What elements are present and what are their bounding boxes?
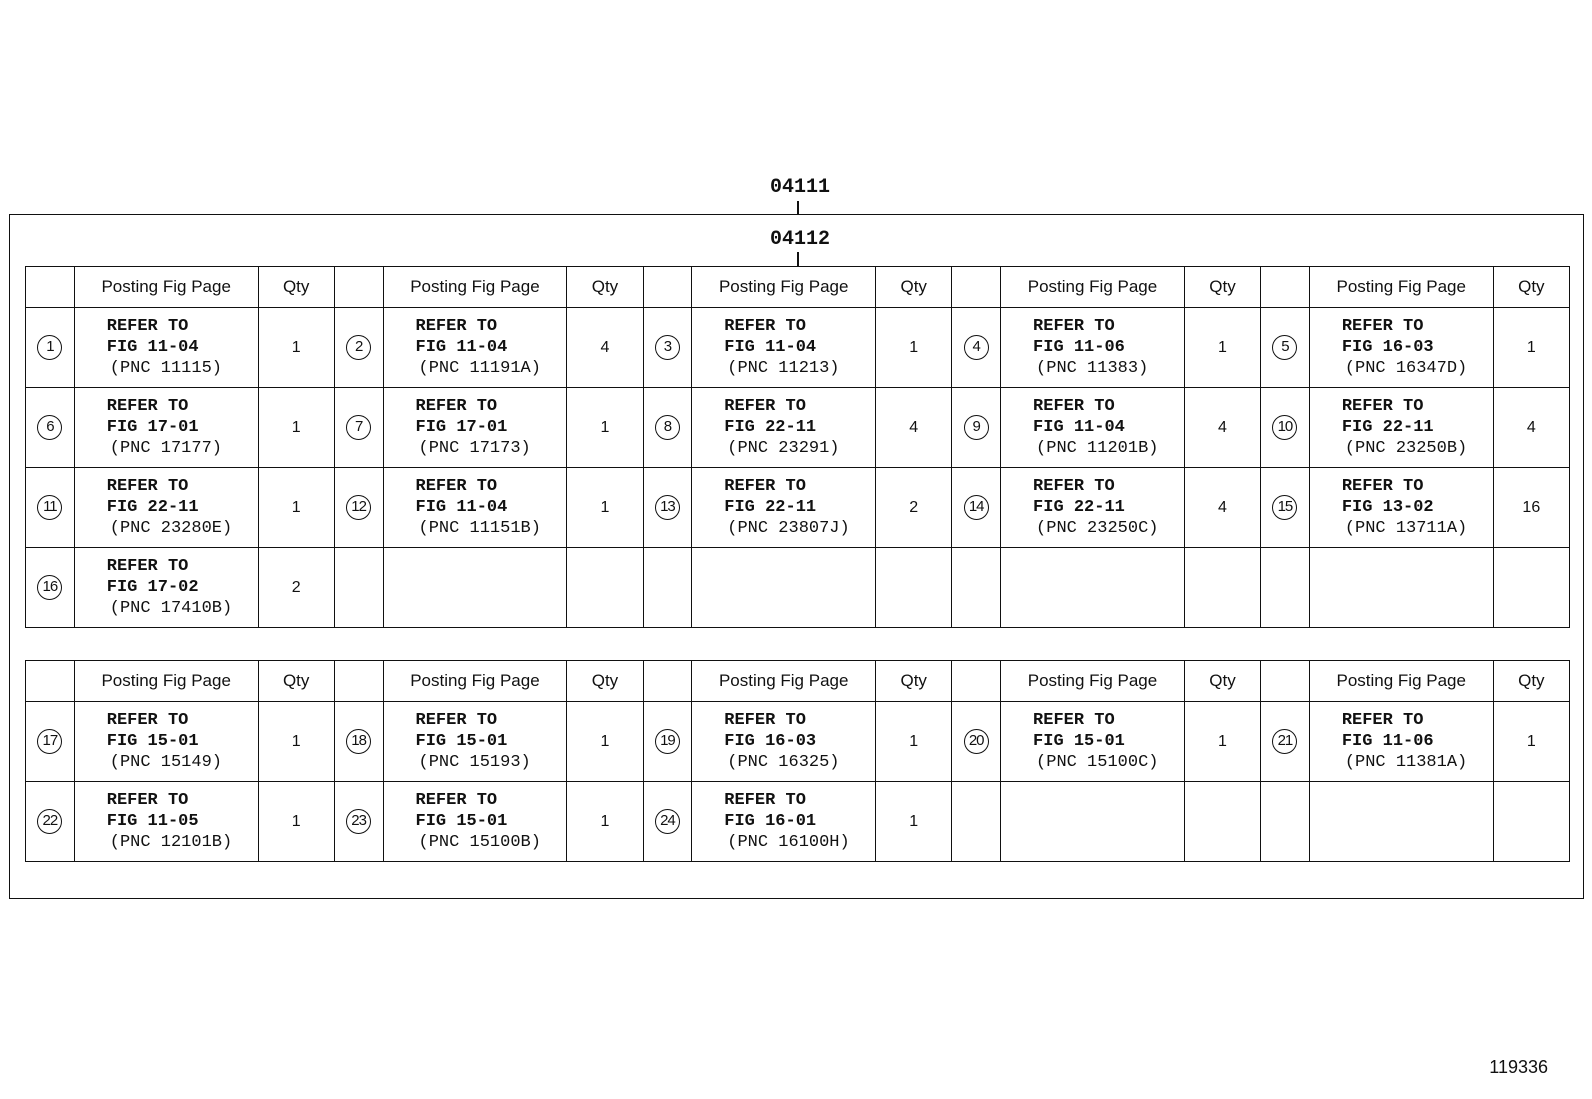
pnc-code: (PNC 23250C) — [1036, 519, 1159, 538]
reference-cell — [74, 388, 258, 468]
callout-number: 16 — [37, 575, 62, 600]
reference-cell — [1309, 782, 1493, 862]
item-number-cell — [643, 308, 692, 388]
header-fig-page: Posting Fig Page — [74, 267, 258, 308]
reference-cell — [74, 468, 258, 548]
reference-cell — [383, 388, 567, 468]
callout-number: 3 — [655, 335, 680, 360]
assembly-label: 04111 — [769, 176, 830, 199]
quantity-cell — [1493, 782, 1569, 862]
pnc-code: (PNC 17173) — [418, 439, 531, 458]
quantity-cell — [1493, 548, 1569, 628]
item-number-cell — [334, 388, 383, 468]
header-fig-page: Posting Fig Page — [692, 267, 876, 308]
refer-to-text: REFER TO — [1341, 477, 1424, 496]
reference-cell — [692, 388, 876, 468]
figure-reference: FIG 22-11 — [106, 498, 199, 517]
quantity-cell: 1 — [258, 308, 334, 388]
figure-reference: FIG 11-04 — [1033, 418, 1125, 437]
reference-cell — [1309, 702, 1493, 782]
header-qty: Qty — [1184, 661, 1260, 702]
figure-reference: FIG 15-01 — [106, 732, 199, 751]
quantity-cell: 1 — [876, 308, 952, 388]
item-number-cell — [643, 702, 692, 782]
pnc-code: (PNC 11191A) — [418, 359, 541, 378]
quantity-cell: 1 — [567, 468, 643, 548]
pnc-code: (PNC 15193) — [418, 753, 531, 772]
callout-number: 10 — [1272, 415, 1297, 440]
reference-cell — [383, 468, 567, 548]
quantity-cell: 1 — [1493, 308, 1569, 388]
refer-to-text: REFER TO — [106, 557, 189, 576]
reference-cell — [692, 782, 876, 862]
callout-number: 21 — [1272, 729, 1297, 754]
callout-number: 9 — [964, 415, 989, 440]
reference-cell — [1001, 308, 1185, 388]
pnc-code: (PNC 23280E) — [109, 519, 233, 538]
header-number-cell — [643, 661, 692, 702]
figure-id: 119336 — [1489, 1057, 1548, 1077]
callout-number: 13 — [655, 495, 680, 520]
pnc-code: (PNC 23807J) — [727, 519, 850, 538]
figure-reference: FIG 22-11 — [724, 498, 817, 517]
refer-to-text: REFER TO — [1033, 317, 1115, 336]
pnc-code: (PNC 15100B) — [418, 833, 541, 852]
reference-cell — [1001, 782, 1185, 862]
header-number-cell — [952, 267, 1001, 308]
header-number-cell — [334, 267, 383, 308]
item-number-cell — [26, 548, 75, 628]
quantity-cell — [876, 548, 952, 628]
pnc-code: (PNC 11213) — [727, 359, 840, 378]
header-fig-page: Posting Fig Page — [383, 267, 567, 308]
reference-cell — [383, 548, 567, 628]
item-number-cell — [334, 702, 383, 782]
figure-reference: FIG 11-06 — [1033, 338, 1125, 357]
reference-cell — [74, 548, 258, 628]
quantity-cell: 1 — [567, 702, 643, 782]
assembly-leader-line — [797, 201, 799, 215]
figure-reference: FIG 11-05 — [106, 812, 199, 831]
figure-reference: FIG 22-11 — [724, 418, 817, 437]
refer-to-text: REFER TO — [1033, 711, 1115, 730]
parts-table-1 — [25, 266, 1570, 628]
callout-number: 5 — [1272, 335, 1297, 360]
header-qty: Qty — [258, 267, 334, 308]
quantity-cell: 4 — [1184, 468, 1260, 548]
refer-to-text: REFER TO — [1341, 397, 1424, 416]
header-fig-page: Posting Fig Page — [1001, 661, 1185, 702]
quantity-cell: 1 — [258, 782, 334, 862]
figure-reference: FIG 16-01 — [724, 812, 817, 831]
quantity-cell: 1 — [567, 388, 643, 468]
quantity-cell: 1 — [876, 702, 952, 782]
header-fig-page: Posting Fig Page — [692, 661, 876, 702]
figure-reference: FIG 11-06 — [1341, 732, 1434, 751]
table-row — [26, 468, 1570, 548]
header-fig-page: Posting Fig Page — [1309, 267, 1493, 308]
reference-cell — [1001, 388, 1185, 468]
item-number-cell — [1261, 388, 1310, 468]
item-number-cell — [26, 388, 75, 468]
pnc-code: (PNC 15149) — [109, 753, 222, 772]
callout-number: 6 — [37, 415, 62, 440]
pnc-code: (PNC 11383) — [1036, 359, 1149, 378]
refer-to-text: REFER TO — [724, 477, 806, 496]
figure-reference: FIG 22-11 — [1341, 418, 1434, 437]
table-row — [26, 308, 1570, 388]
callout-number: 4 — [964, 335, 989, 360]
header-qty: Qty — [876, 267, 952, 308]
header-qty: Qty — [1493, 661, 1569, 702]
item-number-cell — [1261, 468, 1310, 548]
pnc-code: (PNC 11151B) — [418, 519, 541, 538]
refer-to-text: REFER TO — [415, 477, 498, 496]
header-qty: Qty — [1493, 267, 1569, 308]
reference-cell — [74, 308, 258, 388]
parts-table-2 — [25, 660, 1570, 862]
quantity-cell — [1184, 548, 1260, 628]
figure-reference: FIG 11-04 — [724, 338, 817, 357]
quantity-cell: 2 — [258, 548, 334, 628]
table-row — [26, 388, 1570, 468]
header-number-cell — [26, 267, 75, 308]
reference-cell — [692, 468, 876, 548]
header-fig-page: Posting Fig Page — [1309, 661, 1493, 702]
table-row — [26, 702, 1570, 782]
pnc-code: (PNC 15100C) — [1036, 753, 1159, 772]
figure-reference: FIG 17-01 — [106, 418, 199, 437]
table-row — [26, 548, 1570, 628]
refer-to-text: REFER TO — [1033, 477, 1115, 496]
item-number-cell — [334, 308, 383, 388]
reference-cell — [1309, 308, 1493, 388]
quantity-cell: 1 — [258, 468, 334, 548]
reference-cell — [1309, 388, 1493, 468]
header-qty: Qty — [567, 267, 643, 308]
callout-number: 12 — [346, 495, 371, 520]
figure-reference: FIG 16-03 — [724, 732, 817, 751]
figure-reference: FIG 16-03 — [1341, 338, 1434, 357]
item-number-cell — [1261, 308, 1310, 388]
pnc-code: (PNC 23291) — [727, 439, 840, 458]
refer-to-text: REFER TO — [415, 791, 498, 810]
figure-reference: FIG 11-04 — [415, 498, 508, 517]
table-header-row — [26, 661, 1570, 702]
header-number-cell — [643, 267, 692, 308]
header-number-cell — [26, 661, 75, 702]
quantity-cell: 1 — [567, 782, 643, 862]
refer-to-text: REFER TO — [1341, 711, 1424, 730]
reference-cell — [1001, 468, 1185, 548]
reference-cell — [383, 308, 567, 388]
item-number-cell — [26, 308, 75, 388]
callout-number: 22 — [37, 809, 62, 834]
quantity-cell: 1 — [1493, 702, 1569, 782]
header-number-cell — [334, 661, 383, 702]
item-number-cell — [952, 468, 1001, 548]
item-number-cell — [334, 468, 383, 548]
item-number-cell — [1261, 548, 1310, 628]
callout-number: 2 — [346, 335, 371, 360]
refer-to-text: REFER TO — [1341, 317, 1424, 336]
callout-number: 24 — [655, 809, 680, 834]
item-number-cell — [26, 702, 75, 782]
reference-cell — [74, 782, 258, 862]
refer-to-text: REFER TO — [724, 791, 806, 810]
header-qty: Qty — [876, 661, 952, 702]
pnc-code: (PNC 16325) — [727, 753, 840, 772]
reference-cell — [74, 702, 258, 782]
refer-to-text: REFER TO — [724, 397, 806, 416]
figure-reference: FIG 17-02 — [106, 578, 199, 597]
pnc-code: (PNC 17410B) — [109, 599, 233, 618]
pnc-code: (PNC 17177) — [109, 439, 222, 458]
reference-cell — [692, 548, 876, 628]
callout-number: 1 — [37, 335, 62, 360]
reference-cell — [1309, 548, 1493, 628]
figure-reference: FIG 11-04 — [106, 338, 199, 357]
header-qty: Qty — [1184, 267, 1260, 308]
quantity-cell: 1 — [876, 782, 952, 862]
quantity-cell — [567, 548, 643, 628]
callout-number: 7 — [346, 415, 371, 440]
pnc-code: (PNC 11381A) — [1344, 753, 1468, 772]
item-number-cell — [643, 388, 692, 468]
callout-number: 8 — [655, 415, 680, 440]
refer-to-text: REFER TO — [415, 317, 498, 336]
item-number-cell — [952, 702, 1001, 782]
figure-reference: FIG 11-04 — [415, 338, 508, 357]
quantity-cell: 2 — [876, 468, 952, 548]
item-number-cell — [952, 782, 1001, 862]
header-number-cell — [952, 661, 1001, 702]
item-number-cell — [952, 388, 1001, 468]
pnc-code: (PNC 23250B) — [1344, 439, 1468, 458]
callout-number: 19 — [655, 729, 680, 754]
reference-cell — [1309, 468, 1493, 548]
refer-to-text: REFER TO — [106, 317, 189, 336]
quantity-cell: 4 — [876, 388, 952, 468]
header-qty: Qty — [567, 661, 643, 702]
pnc-code: (PNC 11115) — [109, 359, 222, 378]
figure-reference: FIG 15-01 — [415, 812, 508, 831]
item-number-cell — [643, 782, 692, 862]
quantity-cell: 1 — [1184, 308, 1260, 388]
table-header-row — [26, 267, 1570, 308]
reference-cell — [692, 308, 876, 388]
sub-assembly-label: 04112 — [769, 228, 830, 251]
header-fig-page: Posting Fig Page — [383, 661, 567, 702]
reference-cell — [692, 702, 876, 782]
refer-to-text: REFER TO — [106, 477, 189, 496]
item-number-cell — [1261, 702, 1310, 782]
item-number-cell — [26, 782, 75, 862]
header-qty: Qty — [258, 661, 334, 702]
pnc-code: (PNC 12101B) — [109, 833, 233, 852]
callout-number: 17 — [37, 729, 62, 754]
callout-number: 20 — [964, 729, 989, 754]
quantity-cell: 1 — [1184, 702, 1260, 782]
quantity-cell: 4 — [1184, 388, 1260, 468]
figure-reference: FIG 22-11 — [1033, 498, 1125, 517]
header-number-cell — [1261, 661, 1310, 702]
reference-cell — [383, 782, 567, 862]
quantity-cell: 4 — [1493, 388, 1569, 468]
refer-to-text: REFER TO — [724, 711, 806, 730]
refer-to-text: REFER TO — [724, 317, 806, 336]
pnc-code: (PNC 11201B) — [1036, 439, 1159, 458]
item-number-cell — [1261, 782, 1310, 862]
refer-to-text: REFER TO — [415, 711, 498, 730]
table-row — [26, 782, 1570, 862]
pnc-code: (PNC 13711A) — [1344, 519, 1468, 538]
reference-cell — [383, 702, 567, 782]
callout-number: 23 — [346, 809, 371, 834]
quantity-cell — [1184, 782, 1260, 862]
refer-to-text: REFER TO — [415, 397, 498, 416]
item-number-cell — [334, 782, 383, 862]
callout-number: 18 — [346, 729, 371, 754]
callout-number: 11 — [37, 495, 62, 520]
header-number-cell — [1261, 267, 1310, 308]
sub-assembly-leader-line — [797, 252, 799, 266]
figure-reference: FIG 15-01 — [1033, 732, 1125, 751]
item-number-cell — [643, 548, 692, 628]
header-fig-page: Posting Fig Page — [1001, 267, 1185, 308]
refer-to-text: REFER TO — [1033, 397, 1115, 416]
figure-reference: FIG 15-01 — [415, 732, 508, 751]
reference-cell — [1001, 702, 1185, 782]
item-number-cell — [26, 468, 75, 548]
item-number-cell — [643, 468, 692, 548]
quantity-cell: 4 — [567, 308, 643, 388]
callout-number: 15 — [1272, 495, 1297, 520]
reference-cell — [1001, 548, 1185, 628]
header-fig-page: Posting Fig Page — [74, 661, 258, 702]
item-number-cell — [952, 308, 1001, 388]
refer-to-text: REFER TO — [106, 397, 189, 416]
figure-reference: FIG 13-02 — [1341, 498, 1434, 517]
quantity-cell: 1 — [258, 388, 334, 468]
quantity-cell: 16 — [1493, 468, 1569, 548]
refer-to-text: REFER TO — [106, 711, 189, 730]
pnc-code: (PNC 16347D) — [1344, 359, 1468, 378]
pnc-code: (PNC 16100H) — [727, 833, 850, 852]
item-number-cell — [334, 548, 383, 628]
callout-number: 14 — [964, 495, 989, 520]
quantity-cell: 1 — [258, 702, 334, 782]
figure-reference: FIG 17-01 — [415, 418, 508, 437]
item-number-cell — [952, 548, 1001, 628]
refer-to-text: REFER TO — [106, 791, 189, 810]
